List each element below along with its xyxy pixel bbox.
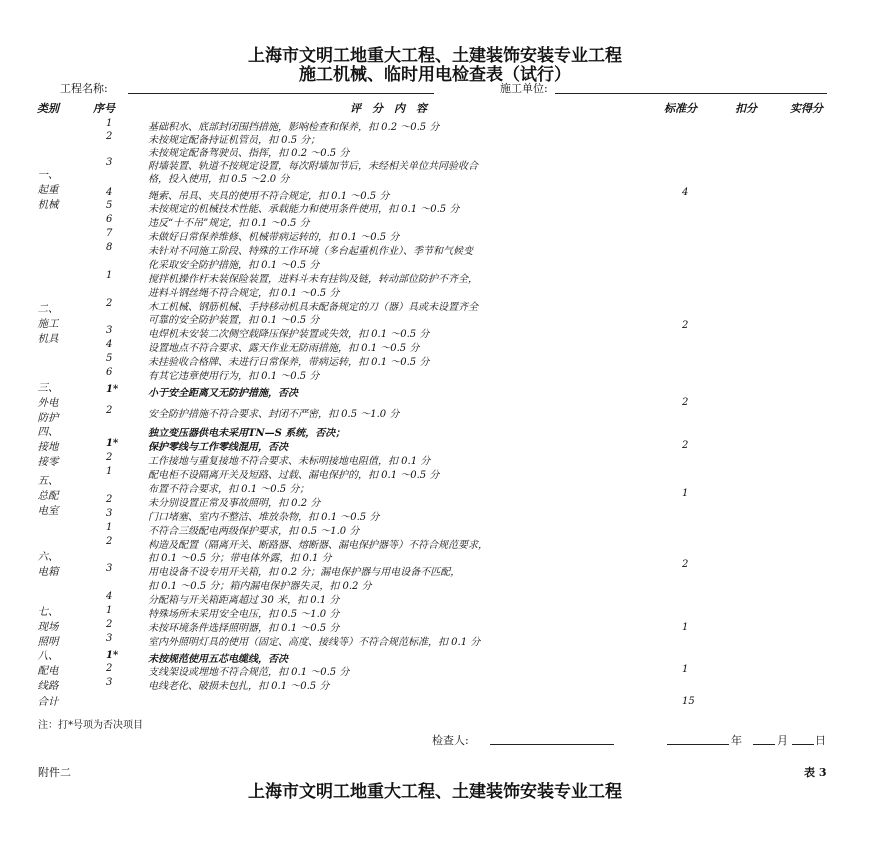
col-deduct: 扣分 bbox=[735, 102, 757, 115]
item-content: 安全防护措施不符合要求、封闭不严密，扣 0.5 ～1.0 分 bbox=[148, 409, 400, 420]
item-content: 未按规定配备驾驶员、指挥，扣 0.2 ～0.5 分 bbox=[148, 148, 350, 159]
item-seq: 1* bbox=[106, 384, 119, 395]
item-content: 格，投入使用，扣 0.5 ～2.0 分 bbox=[148, 174, 290, 185]
item-content: 未按规定的机械技术性能、承载能力和使用条件使用，扣 0.1 ～0.5 分 bbox=[148, 204, 460, 215]
item-content: 工作接地与重复接地不符合要求、未标明接地电阻值，扣 0.1 分 bbox=[148, 456, 431, 467]
construction-unit-label: 施工单位: bbox=[500, 82, 548, 95]
item-content: 违反“十不吊”规定，扣 0.1 ～0.5 分 bbox=[148, 218, 310, 229]
item-content: 搅拌机操作杆未装保险装置，进料斗未有挂钩及链，转动部位防护不齐全， bbox=[148, 274, 478, 285]
item-seq: 2 bbox=[106, 131, 113, 142]
item-content: 未分别设置正常及事故照明，扣 0.2 分 bbox=[148, 498, 321, 509]
item-seq: 1 bbox=[106, 270, 113, 281]
item-content: 用电设备不设专用开关箱，扣 0.2 分；漏电保护器与用电设备不匹配， bbox=[148, 567, 461, 578]
item-seq: 2 bbox=[106, 536, 113, 547]
standard-score-7: 1 bbox=[682, 622, 689, 633]
item-seq: 6 bbox=[106, 367, 113, 378]
item-seq: 1 bbox=[106, 118, 113, 129]
footnote: 注：打*号项为否决项目 bbox=[38, 720, 143, 731]
next-page-title: 上海市文明工地重大工程、土建装饰安装专业工程 bbox=[248, 782, 622, 802]
item-seq: 1 bbox=[106, 605, 113, 616]
item-content: 电线老化、破损未包扎，扣 0.1 ～0.5 分 bbox=[148, 681, 330, 692]
day-label: 日 bbox=[815, 734, 826, 747]
category-lifting-machinery: 一、 起重 机械 bbox=[37, 169, 59, 211]
item-content: 扣 0.1 ～0.5 分；带电体外露，扣 0.1 分 bbox=[148, 553, 332, 564]
item-content: 未按规定配备持证机管员，扣 0.5 分； bbox=[148, 135, 321, 146]
item-content: 化采取安全防护措施，扣 0.1 ～0.5 分 bbox=[148, 260, 320, 271]
item-content: 木工机械、钢筋机械、手持移动机具未配备规定的刀（器）具或未设置齐全 bbox=[148, 302, 478, 313]
item-content: 扣 0.1 ～0.5 分；箱内漏电保护器失灵，扣 0.2 分 bbox=[148, 581, 372, 592]
item-content: 小于安全距离又无防护措施，否决 bbox=[148, 388, 298, 399]
item-content: 分配箱与开关箱距离超过 30 米，扣 0.1 分 bbox=[148, 595, 340, 606]
item-content: 附墙装置、轨道不按规定设置，每次附墙加节后，未经相关单位共同验收合 bbox=[148, 161, 478, 172]
item-content: 未挂验收合格牌、未进行日常保养，带病运转，扣 0.1 ～0.5 分 bbox=[148, 357, 430, 368]
standard-score-1: 4 bbox=[682, 187, 689, 198]
category-total: 合计 bbox=[37, 696, 59, 708]
item-content: 基础积水、底部封闭围挡措施，影响检查和保养，扣 0.2 ～0.5 分 bbox=[148, 122, 440, 133]
col-content: 评 分 内 容 bbox=[350, 102, 427, 115]
col-standard: 标准分 bbox=[664, 102, 697, 115]
item-seq: 2 bbox=[106, 494, 113, 505]
item-seq: 5 bbox=[106, 200, 113, 211]
item-content: 室内外照明灯具的使用（固定、高度、接线等）不符合规范标准，扣 0.1 分 bbox=[148, 637, 481, 648]
item-seq: 1 bbox=[106, 466, 113, 477]
item-seq: 3 bbox=[106, 677, 113, 688]
item-content: 特殊场所未采用安全电压，扣 0.5 ～1.0 分 bbox=[148, 609, 340, 620]
item-content: 未按环境条件选择照明器，扣 0.1 ～0.5 分 bbox=[148, 623, 340, 634]
item-seq: 4 bbox=[106, 339, 113, 350]
attachment-label: 附件二 bbox=[38, 766, 71, 779]
item-seq: 4 bbox=[106, 187, 113, 198]
standard-score-3: 2 bbox=[682, 397, 689, 408]
item-seq: 4 bbox=[106, 591, 113, 602]
item-seq: 2 bbox=[106, 298, 113, 309]
item-seq: 2 bbox=[106, 619, 113, 630]
project-name-label: 工程名称: bbox=[60, 82, 108, 95]
year-label: 年 bbox=[731, 734, 742, 747]
item-seq: 7 bbox=[106, 228, 113, 239]
inspector-label: 检查人: bbox=[432, 734, 469, 747]
standard-score-2: 2 bbox=[682, 320, 689, 331]
item-content: 配电柜不设隔离开关及短路、过载、漏电保护的，扣 0.1 ～0.5 分 bbox=[148, 470, 440, 481]
item-seq: 1* bbox=[106, 438, 119, 449]
item-seq: 3 bbox=[106, 563, 113, 574]
item-seq: 1* bbox=[106, 650, 119, 661]
item-content: 未按规范使用五芯电缆线，否决 bbox=[148, 654, 288, 665]
category-construction-tools: 二、 施工 机具 bbox=[37, 303, 59, 345]
category-grounding: 四、 接地 接零 bbox=[37, 426, 59, 468]
item-seq: 3 bbox=[106, 508, 113, 519]
col-category: 类别 bbox=[37, 102, 59, 115]
inspector-field[interactable] bbox=[490, 744, 614, 745]
item-content: 未针对不同施工阶段、特殊的工作环境（多台起重机作业）、季节和气候变 bbox=[148, 246, 473, 257]
item-content: 布置不符合要求，扣 0.1 ～0.5 分； bbox=[148, 484, 310, 495]
category-distribution-room: 五、 总配 电室 bbox=[37, 475, 59, 517]
standard-score-5: 1 bbox=[682, 488, 689, 499]
category-site-lighting: 七、 现场 照明 bbox=[37, 606, 59, 648]
project-name-field[interactable] bbox=[128, 93, 434, 94]
item-seq: 8 bbox=[106, 242, 113, 253]
item-content: 绳索、吊具、夹具的使用不符合规定，扣 0.1 ～0.5 分 bbox=[148, 191, 390, 202]
standard-score-8: 1 bbox=[682, 664, 689, 675]
item-content: 不符合三级配电两级保护要求，扣 0.5 ～1.0 分 bbox=[148, 526, 360, 537]
day-field[interactable] bbox=[792, 744, 814, 745]
item-seq: 2 bbox=[106, 405, 113, 416]
item-seq: 2 bbox=[106, 663, 113, 674]
item-seq: 1 bbox=[106, 522, 113, 533]
item-content: 保护零线与工作零线混用，否决 bbox=[148, 442, 288, 453]
category-electric-box: 六、 电箱 bbox=[37, 551, 59, 578]
month-label: 月 bbox=[777, 734, 788, 747]
item-seq: 2 bbox=[106, 452, 113, 463]
item-content: 设置地点不符合要求、露天作业无防雨措施，扣 0.1 ～0.5 分 bbox=[148, 343, 420, 354]
item-content: 进料斗钢丝绳不符合规定，扣 0.1 ～0.5 分 bbox=[148, 288, 340, 299]
category-distribution-lines: 八、 配电 线路 bbox=[37, 650, 59, 692]
item-content: 有其它违章使用行为，扣 0.1 ～0.5 分 bbox=[148, 371, 320, 382]
item-content: 支线架设或埋地不符合规范，扣 0.1 ～0.5 分 bbox=[148, 667, 350, 678]
col-seq: 序号 bbox=[93, 102, 115, 115]
construction-unit-field[interactable] bbox=[555, 93, 827, 94]
item-content: 电焊机未安装二次侧空载降压保护装置或失效，扣 0.1 ～0.5 分 bbox=[148, 329, 430, 340]
item-seq: 5 bbox=[106, 353, 113, 364]
item-content: 可靠的安全防护装置，扣 0.1 ～0.5 分 bbox=[148, 315, 320, 326]
standard-score-total: 15 bbox=[682, 696, 695, 707]
item-seq: 6 bbox=[106, 214, 113, 225]
item-content: 未做好日常保养维修、机械带病运转的，扣 0.1 ～0.5 分 bbox=[148, 232, 400, 243]
year-field[interactable] bbox=[667, 744, 729, 745]
standard-score-4: 2 bbox=[682, 440, 689, 451]
standard-score-6: 2 bbox=[682, 559, 689, 570]
title-line-1: 上海市文明工地重大工程、土建装饰安装专业工程 bbox=[248, 46, 622, 66]
category-external-power-protection: 三、 外电 防护 bbox=[37, 382, 59, 424]
month-field[interactable] bbox=[753, 744, 775, 745]
table-number: 表 3 bbox=[804, 766, 827, 779]
item-seq: 3 bbox=[106, 633, 113, 644]
col-actual: 实得分 bbox=[790, 102, 823, 115]
title-line-2: 施工机械、临时用电检查表（试行） bbox=[299, 65, 571, 85]
item-seq: 3 bbox=[106, 157, 113, 168]
item-seq: 3 bbox=[106, 325, 113, 336]
item-content: 构造及配置（隔离开关、断路器、熔断器、漏电保护器等）不符合规范要求， bbox=[148, 540, 488, 551]
item-content: 门口堵塞、室内不整洁、堆放杂物，扣 0.1 ～0.5 分 bbox=[148, 512, 380, 523]
item-content: 独立变压器供电未采用TN—S 系统，否决； bbox=[148, 428, 346, 439]
